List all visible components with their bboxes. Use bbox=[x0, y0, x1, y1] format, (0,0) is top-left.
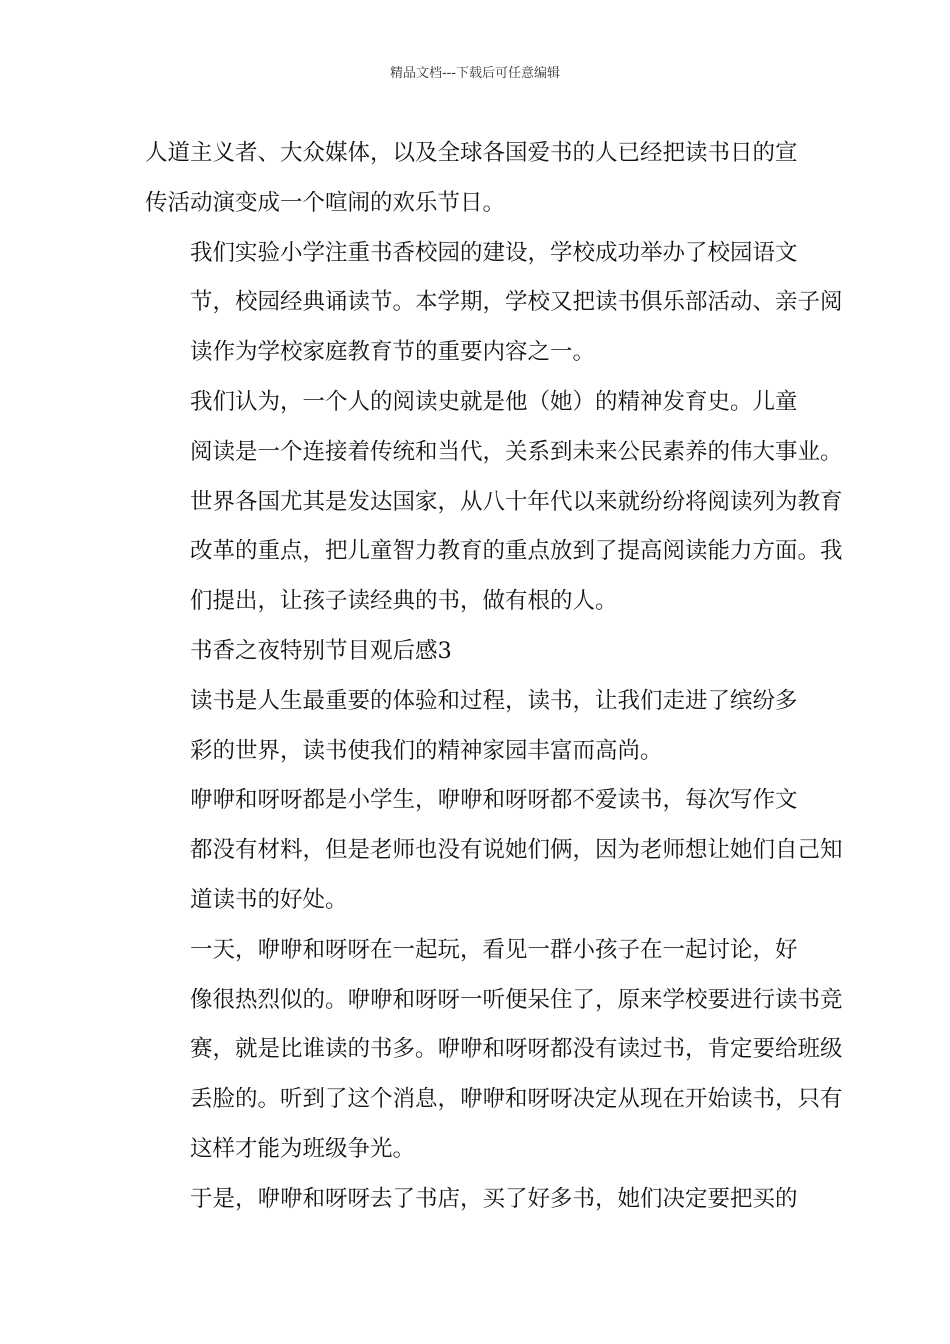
text-line: 丢脸的。听到了这个消息，咿咿和呀呀决定从现在开始读书，只有 bbox=[190, 1086, 843, 1113]
paragraph bbox=[145, 776, 843, 925]
text-line: 道读书的好处。 bbox=[190, 886, 348, 913]
text-line: 彩的世界，读书使我们的精神家园丰富而高尚。 bbox=[190, 737, 663, 764]
text-line: 书香之夜特别节目观后感3 bbox=[190, 637, 452, 664]
paragraph bbox=[145, 627, 805, 677]
text-line: 像很热烈似的。咿咿和呀呀一听便呆住了，原来学校要进行读书竞 bbox=[190, 986, 843, 1013]
paragraph bbox=[145, 677, 805, 777]
text-line: 们提出，让孩子读经典的书，做有根的人。 bbox=[190, 588, 618, 615]
text-line: 于是，咿咿和呀呀去了书店，买了好多书，她们决定要把买的 bbox=[190, 1185, 798, 1212]
text-line: 赛，就是比谁读的书多。咿咿和呀呀都没有读过书，肯定要给班级 bbox=[190, 1036, 843, 1063]
text-line: 人道主义者、大众媒体，以及全球各国爱书的人已经把读书日的宣 bbox=[145, 140, 798, 166]
paragraph bbox=[145, 378, 843, 627]
paragraph bbox=[145, 129, 805, 229]
text-line: 一天，咿咿和呀呀在一起玩，看见一群小孩子在一起讨论，好 bbox=[190, 936, 798, 963]
text-line: 读作为学校家庭教育节的重要内容之一。 bbox=[190, 339, 596, 366]
text-line: 咿咿和呀呀都是小学生，咿咿和呀呀都不爱读书，每次写作文 bbox=[190, 787, 798, 814]
text-line: 读书是人生最重要的体验和过程，读书，让我们走进了缤纷多 bbox=[190, 687, 798, 714]
text-line: 都没有材料，但是老师也没有说她们俩，因为老师想让她们自己知 bbox=[190, 837, 843, 864]
paragraph bbox=[145, 1175, 805, 1225]
text-line: 阅读是一个连接着传统和当代，关系到未来公民素养的伟大事业。 bbox=[190, 438, 843, 465]
text-line: 改革的重点，把儿童智力教育的重点放到了提高阅读能力方面。我 bbox=[190, 538, 843, 565]
text-line: 这样才能为班级争光。 bbox=[190, 1135, 416, 1162]
paragraph bbox=[145, 926, 843, 1175]
page-header: 精品文档---下载后可任意编辑 bbox=[389, 66, 561, 81]
text-line: 我们认为，一个人的阅读史就是他（她）的精神发育史。儿童 bbox=[190, 388, 798, 415]
text-line: 世界各国尤其是发达国家，从八十年代以来就纷纷将阅读列为教育 bbox=[190, 488, 843, 515]
paragraph bbox=[145, 229, 843, 378]
text-line: 节，校园经典诵读节。本学期，学校又把读书俱乐部活动、亲子阅 bbox=[190, 289, 843, 316]
body-text bbox=[145, 129, 843, 1225]
text-line: 传活动演变成一个喧闹的欢乐节日。 bbox=[145, 189, 506, 216]
text-line: 我们实验小学注重书香校园的建设，学校成功举办了校园语文 bbox=[190, 239, 798, 266]
